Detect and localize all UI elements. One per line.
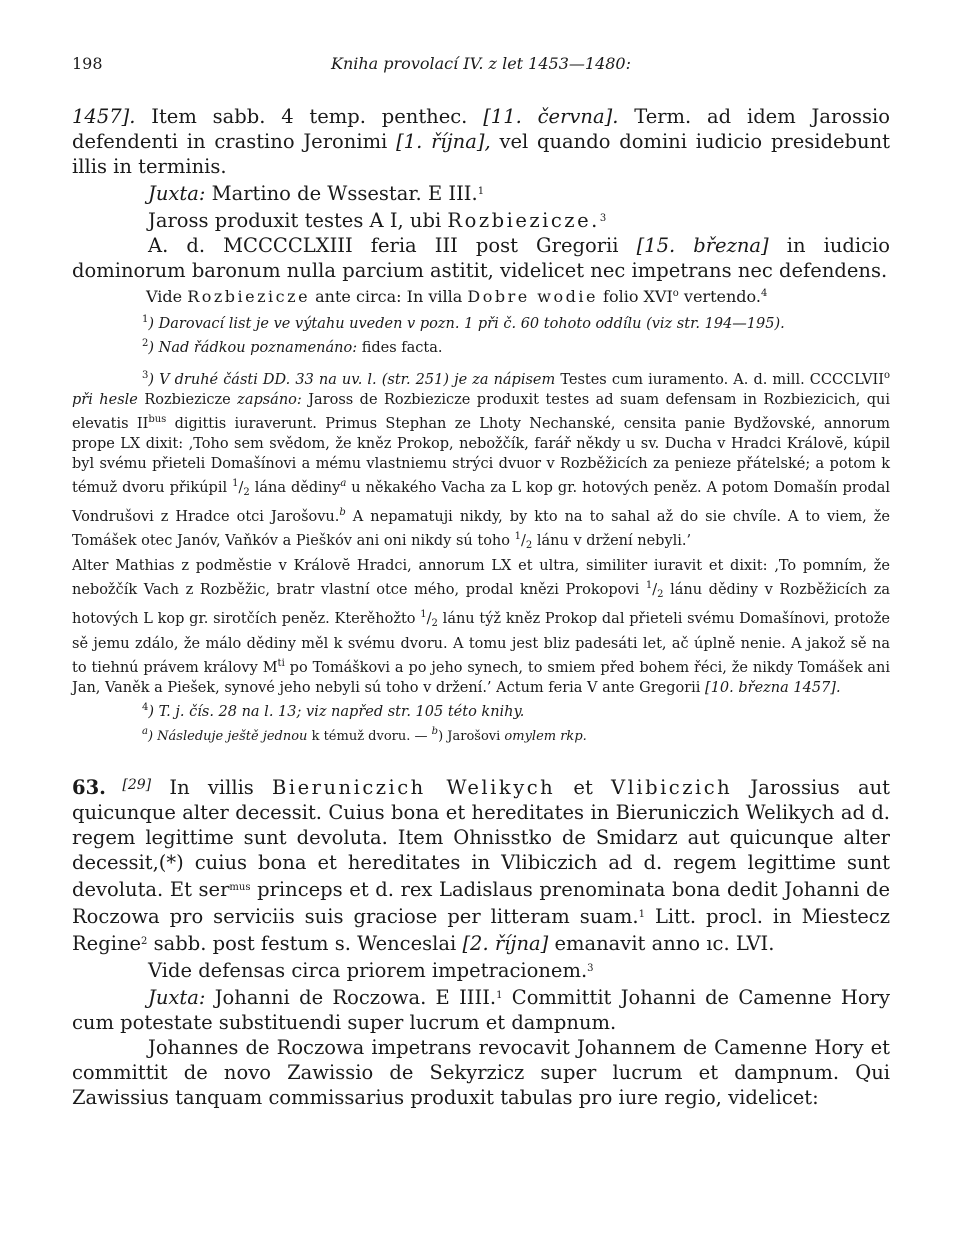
date-note: [10. března 1457]. [705,680,841,696]
footnote-text: ) Darovací list je ve výtahu uveden v pozn. 1 při č. 60 tohoto oddílu (viz str. 194—195). [148,316,785,332]
footnote-text: u někakého Vacha za L kop gr. hotových peněz. A potom Domašín prodal Vondrušovi z Hradce otci Jarošovu. [72,480,891,525]
footnote-mark: 4 [142,702,149,713]
date-note: [11. června]. [483,105,619,128]
place-name: Vlibiczich [611,776,733,799]
footnote-mark: 1 [142,314,149,325]
footnote-text: Jaross de Rozbiezicze produxit testes ad suam defensam in Rozbiezicich, qui elevatis II [72,392,890,432]
footnote-text: Testes cum iuramento. A. d. mill. CCCCLVII [555,372,884,388]
footnote-text: ) Nad řádkou poznamenáno: [148,340,358,356]
text-run: princeps et d. rex Ladislaus prenominata bona dedit Johanni de Roczowa pro serviciis suis graciose per litteram suam. [72,878,890,928]
superscript: bus [148,414,167,425]
juxta-line [72,179,890,206]
text-run: In villis [151,776,273,799]
text-run: vel quando domini iudicio presidebunt illis in terminis. [72,130,890,178]
footnote-text: A nepamatuji nikdy, by kto na to sahal až do sie chvíle. A to viem, že Tomášek otec Janóv, Vaňkóv a Pieškóv ani oni nikdy sú toho [72,509,890,549]
superscript: mus [229,882,251,893]
text-run: A. d. MCCCCLXIII feria III post Gregorii [148,234,637,257]
footnote-ref: 3 [599,213,607,224]
fraction-denominator: 2 [657,589,664,600]
vide-line [72,283,890,308]
footnote-ref: 3 [587,963,594,974]
fraction-numerator: 1 [232,478,239,489]
text-run: et [555,776,612,799]
entry-63 [72,773,890,1110]
page-number: 198 [72,54,103,73]
footnote-text: k témuž dvoru. — [307,729,432,744]
text-run: sabb. post festum s. Wenceslai [147,932,463,955]
date-note: [15. března] [636,234,769,257]
footnote-text: ) T. j. čís. 28 na l. 13; viz napřed str. 105 této knihy. [148,704,525,720]
date-note: [2. října] [462,932,549,955]
footnote-ref: 4 [760,288,768,299]
text-run: Committit Johanni de Camenne Hory cum potestate substituendi super lucrum et dampnum. [72,986,890,1034]
footnote-text: Rozbiezicze [137,392,231,408]
place-name: Bieruniczich Welikych [272,776,556,799]
running-title: Kniha provolací IV. z let 1453—1480: [330,54,631,73]
document-page [72,54,890,1110]
year-bracket: 1457]. [72,105,136,128]
fraction-denominator: 2 [525,540,533,551]
text-run: ante circa: In villa [310,287,468,306]
footnote-mark: b [431,726,439,737]
footnote-text: po Tomáškovi a po jeho synech, to smiem před bohem řéci, že nikdy Tomášek ani Jan, Vaněk a Piešek, synové jeho nebyli sú toho v držení.’ Actum feria V ante Gregorii [72,660,890,696]
juxta-line-2 [72,983,890,1035]
footnote-text: ) V druhé části DD. 33 na uv. l. (str. 251) je za nápisem [148,372,556,388]
footnote-text: Alter Mathias z podměstie v Královĕ Hradci, annorum LX et ultra, similiter iuravit et dixit: ‚To pomním, že nebožčík Vach z Rozběžic, bratr vlastní otce mého, prodal knězi Prokopovi [72,558,890,598]
entry-1457 [72,104,890,308]
ad-paragraph [72,233,890,283]
footnote-mark: a [142,726,148,737]
text-run: Jarossius aut quicunque alter decessit. Cuius bona et hereditates in Bieruniczich Welikych ad d. regem legittime sunt devoluta. Item Ohnisstko de Smidarz aut quicunque alter decessit,(*) cuius bona et hereditates in Vlibiczich ad d. regem legittime sunt devoluta. Et ser [72,776,890,901]
entry-1457-paragraph [72,104,890,179]
text-run: Vide [146,287,188,306]
jaross-line [72,206,890,233]
footnote-1 [72,310,890,334]
folio-ref: [29] [105,777,152,793]
footnote-mark: 3 [142,370,149,381]
footnote-text: omylem rkp. [500,729,587,744]
footnotes-a [72,310,890,358]
footnote-text: fides facta. [357,340,443,356]
text-run: Johannes de Roczowa impetrans revocavit Johannem de Camenne Hory et committit de novo Zawissio de Sekyrzicz super lucrum et dampnum. Qui Zawissius tanquam commissarius produxit tabulas pro iure regio, videlicet: [72,1036,890,1109]
footnote-ref: 1 [638,909,645,920]
footnote-4 [72,698,890,722]
footnote-ref: 1 [496,990,503,1001]
footnote-ab [72,722,890,747]
footnote-3-paragraph: $^3$) V druhé části DD. 33 na uv. l. (str. 251) je za nápisem Testes cum iuramento. A. d. mill. CCCCLVII$^o$ při hesle Rozbiezicze zapsáno: Jaross de Rozbiezicze produxit testes ad suam defensam in Rozbiezicich, qui elevatis $II^{bus}$ digittis iuraverunt. Primus Stephan ze Lhoty Nechanské, censita panie Bydžovské, annorum prope LX dixit: ‚Toho sem svědom, že kněz Prokop, nebožčík, farář někdy u sv. Ducha v Hradci Královĕ, kúpil byl svému přieteli Domašínovi a mému vlastniemu strýci dvuor v Rozběžicích za penieze přátelské; a potom k témuž dvoru přikúpil $^1/_2$ lána dědiny$^a$ u někakého Vacha za L kop gr. hotových peněz. A potom Domašín prodal Vondrušovi z Hradce otci Jarošovu.$^b$ A nepamatuji nikdy, by kto na to sahal až do sie chvíle. A to viem, že Tomášek otec Janóv, Vaňkóv a Pieškóv ani oni nikdy sú toho $^1/_2$ lánu v držení nebyli.’ [72,370,891,551]
vide-line-2 [72,956,890,983]
place-name: Rozbiezicze [187,287,311,306]
footnote-mark: 2 [142,338,149,349]
place-name: Rozbiezicze. [447,209,600,232]
text-run: ıc. LVI. [706,932,775,955]
footnote-text: ) Jarošovi [438,729,501,744]
fraction-numerator: 1 [420,609,427,620]
footnote-3-alter: Alter Mathias z podměstie v Královĕ Hradci, annorum LX et ultra, similiter iuravit et dixit: ‚To pomním, že nebožčík Vach z Rozběžic, bratr vlastní otce mého, prodal knězi Prokopovi $^1/_2$ lánu dědiny v Rozběžicích za hotových L kop gr. sirotčích peněz. Kterěhožto $^1/_2$ lánu týž kněz Prokop dal přieteli svému Domašínovi, protože sě jemu zdálo, že málo dědiny měl k svému dvoru. A tomu jest bliz padesáti let, ač úplně nenie. A jakož sě na to tiehnú právem královy $M^{ti}$ po Tomáškovi a po jeho synech, to smiem před bohem řéci, že nikdy Tomášek ani Jan, Vaněk a Piešek, synové jeho nebyli sú toho v držení.’ Actum feria V ante Gregorii [10. března 1457]. [72,558,890,696]
footnote-mark: b [339,507,346,518]
fraction-numerator: 1 [514,531,521,542]
text-run: in iudicio dominorum baronum nulla parcium astitit, videlicet nec impetrans nec defendens. [72,234,890,282]
footnote-ref: 2 [141,936,148,947]
page-header [72,54,890,78]
fraction-denominator: 2 [243,487,250,498]
text-run: Vide defensas circa priorem impetracionem. [148,959,588,982]
superscript: o [883,370,891,381]
footnote-2 [72,334,890,358]
entry-number: 63. [72,776,106,799]
footnote-text: lánu týž kněz Prokop dal přieteli svému Domašínovi, protože sě jemu zdálo, že málo dědiny měl k svému dvoru. A tomu jest bliz padesáti let, ač úplně nenie. A jakož sě na to tiehnú právem královy M [72,611,890,676]
footnote-ref: 1 [477,186,485,197]
footnote-text: při hesle [72,392,138,408]
juxta-label: Juxta: [148,986,206,1009]
place-name: Dobre wodie [467,287,598,306]
text-run: folio XVI [597,287,673,306]
text-run: Johanni de Roczowa. E IIII. [205,986,497,1009]
footnote-3 [72,366,890,747]
text-run: Martino de Wssestar. E III. [205,182,478,205]
superscript: o [672,288,679,299]
superscript: ti [277,658,285,669]
text-run: Jaross produxit testes A I, ubi [148,209,448,232]
text-run: Litt. procl. in Miestecz Regine [72,905,890,955]
juxta-label: Juxta: [148,182,206,205]
footnote-text: digittis iuraverunt. Primus Stephan ze Lhoty Nechanské, censita panie Bydžovské, annorum prope LX dixit: ‚Toho sem svědom, že kněz Prokop, nebožčík, farář někdy u sv. Ducha v Hradci Královĕ, kúpil byl svému přieteli Domašínovi a mému vlastniemu strýci dvuor v Rozběžicích za penieze přátelské; a potom k témuž dvoru přikúpil [72,416,890,496]
fraction-numerator: 1 [645,580,653,591]
footnote-text: zapsáno: [230,392,302,408]
text-run: Item sabb. 4 temp. penthec. [135,105,484,128]
text-run: Term. ad idem Jarossio defendenti in crastino Jeronimi [72,105,890,153]
last-paragraph [72,1035,890,1110]
footnote-text: lánu v držení nebyli.’ [532,533,692,549]
footnote-mark: a [340,478,347,489]
footnote-text: lánu dědiny v Rozběžicích za hotových L kop gr. sirotčích peněz. Kterěhožto [72,582,890,627]
text-run: emanavit anno [548,932,707,955]
footnote-text: ) Následuje ještě jednou [147,729,308,744]
date-note: [1. října], [396,130,491,153]
text-run: vertendo. [678,287,761,306]
footnote-text: lána dědiny [249,480,341,496]
fraction-denominator: 2 [431,618,438,629]
entry-63-paragraph [72,773,890,956]
